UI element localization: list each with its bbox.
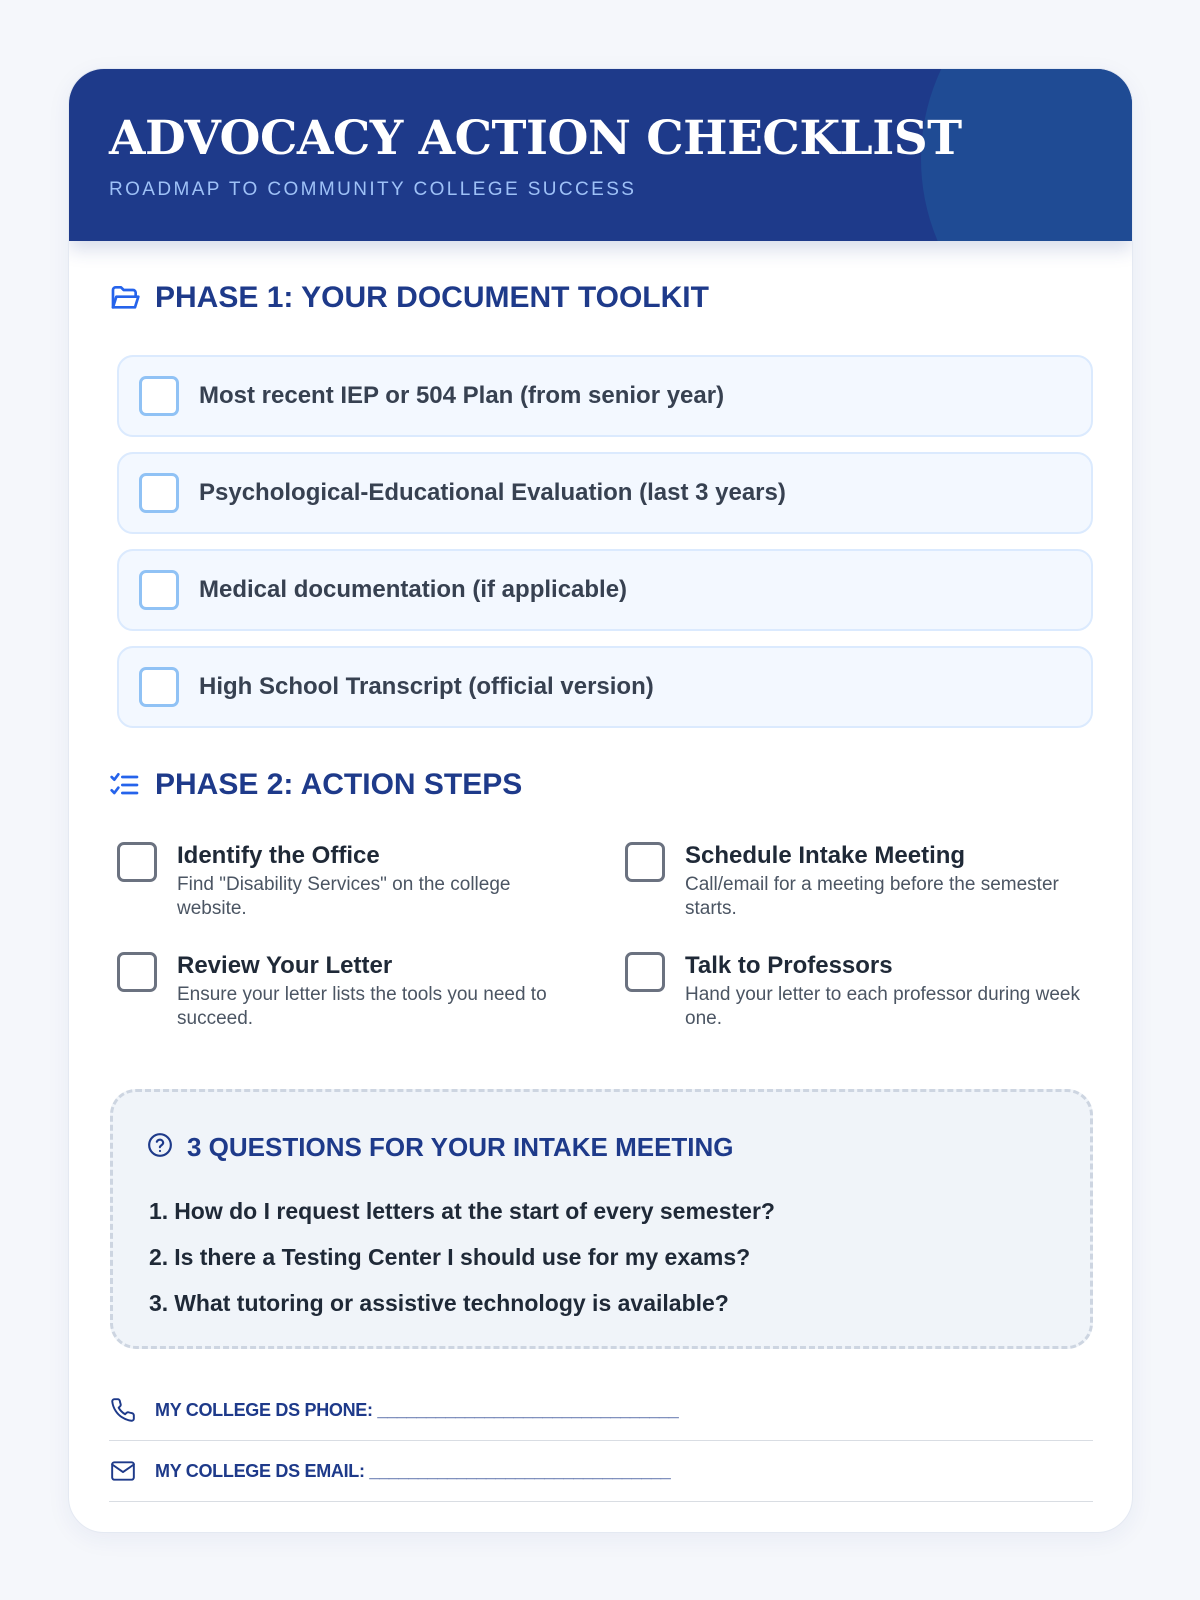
checkbox[interactable] [117,952,157,992]
phase2-heading [109,768,522,802]
folder-open-icon [109,282,141,314]
email-field-label[interactable]: MY COLLEGE DS EMAIL: _______________________________ [155,1460,671,1481]
checklist-item[interactable] [117,452,1093,534]
checklist-item-label: Medical documentation (if applicable) [199,576,628,603]
checkbox[interactable] [625,842,665,882]
phone-line [109,1380,1093,1441]
checkbox[interactable] [139,473,179,513]
action-step-title: Identify the Office [177,842,380,869]
question-circle-icon [147,1132,173,1163]
document-checklist [117,355,1093,743]
checklist-item[interactable] [117,355,1093,437]
list-item [149,1188,775,1234]
action-step-title: Schedule Intake Meeting [685,842,966,869]
checklist-item-label: High School Transcript (official version) [199,673,654,700]
checkbox[interactable] [117,842,157,882]
checklist-item-label: Psychological-Educational Evaluation (last 3 years) [199,479,786,506]
phase2-heading-text: PHASE 2: ACTION STEPS [155,768,523,801]
checkbox[interactable] [625,952,665,992]
list-item [149,1280,775,1326]
action-steps [117,842,1093,1082]
phone-icon [109,1396,137,1424]
question-number: 1. [149,1198,169,1224]
checklist-icon [109,769,141,801]
header-banner [69,69,1132,241]
checkbox[interactable] [139,570,179,610]
questions-heading-text: 3 QUESTIONS FOR YOUR INTAKE MEETING [187,1132,734,1162]
questions-list [149,1188,775,1326]
questions-heading [147,1132,734,1163]
page-subtitle: ROADMAP TO COMMUNITY COLLEGE SUCCESS [109,179,637,200]
question-text: How do I request letters at the start of every semester? [174,1198,775,1224]
question-number: 3. [149,1290,169,1316]
checklist-item[interactable] [117,549,1093,631]
action-step-title: Talk to Professors [685,952,893,979]
question-number: 2. [149,1244,169,1270]
checklist-card [68,68,1133,1533]
action-step[interactable] [625,842,1085,921]
page-title: ADVOCACY ACTION CHECKLIST [109,111,962,166]
phase1-heading [109,281,709,315]
phase1-heading-text: PHASE 1: YOUR DOCUMENT TOOLKIT [155,281,709,314]
action-step[interactable] [117,842,577,921]
action-step[interactable] [117,952,577,1031]
question-text: What tutoring or assistive technology is available? [174,1290,729,1316]
action-step-title: Review Your Letter [177,952,393,979]
action-step-description: Find "Disability Services" on the college website. [177,874,511,919]
checklist-item[interactable] [117,646,1093,728]
action-step[interactable] [625,952,1085,1031]
checklist-item-label: Most recent IEP or 504 Plan (from senior year) [199,382,725,409]
question-text: Is there a Testing Center I should use for my exams? [174,1244,751,1270]
mail-icon [109,1457,137,1485]
phone-field-label[interactable]: MY COLLEGE DS PHONE: _______________________________ [155,1399,679,1420]
email-line [109,1441,1093,1502]
action-step-description: Call/email for a meeting before the semester starts. [685,874,1059,919]
intake-questions-box [110,1089,1093,1349]
list-item [149,1234,775,1280]
checkbox[interactable] [139,376,179,416]
checkbox[interactable] [139,667,179,707]
action-step-description: Ensure your letter lists the tools you need to succeed. [177,984,547,1029]
action-step-description: Hand your letter to each professor during week one. [685,984,1080,1029]
